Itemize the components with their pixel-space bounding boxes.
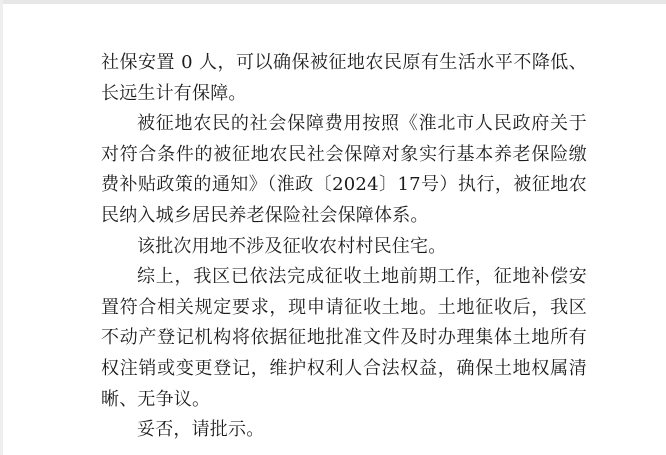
document-body <box>101 48 587 446</box>
page-left-edge <box>0 0 3 455</box>
paragraph-social-security: 被征地农民的社会保障费用按照《淮北市人民政府关于对符合条件的被征地农民社会保障对象实行基本养老保险缴费补贴政策的通知》（淮政〔2024〕17号）执行，被征地农民纳入城乡居民养老保险社会保障体系。 <box>101 113 587 226</box>
paragraph-conclusion: 综上，我区已依法完成征收土地前期工作，征地补偿安置符合相关规定要求，现申请征收土地。土地征收后，我区不动产登记机构将依据征地批准文件及时办理集体土地所有权注销或变更登记，维护权利人合法权益，确保土地权属清晰、无争议。 <box>101 266 587 410</box>
page-top-edge <box>0 0 666 4</box>
paragraph-housing: 该批次用地不涉及征收农村村民住宅。 <box>137 235 447 257</box>
paragraph-resettlement-continued: 社保安置 0 人，可以确保被征地农民原有生活水平不降低、长远生计有保障。 <box>101 52 587 104</box>
paragraph-closing: 妥否，请批示。 <box>137 419 265 441</box>
